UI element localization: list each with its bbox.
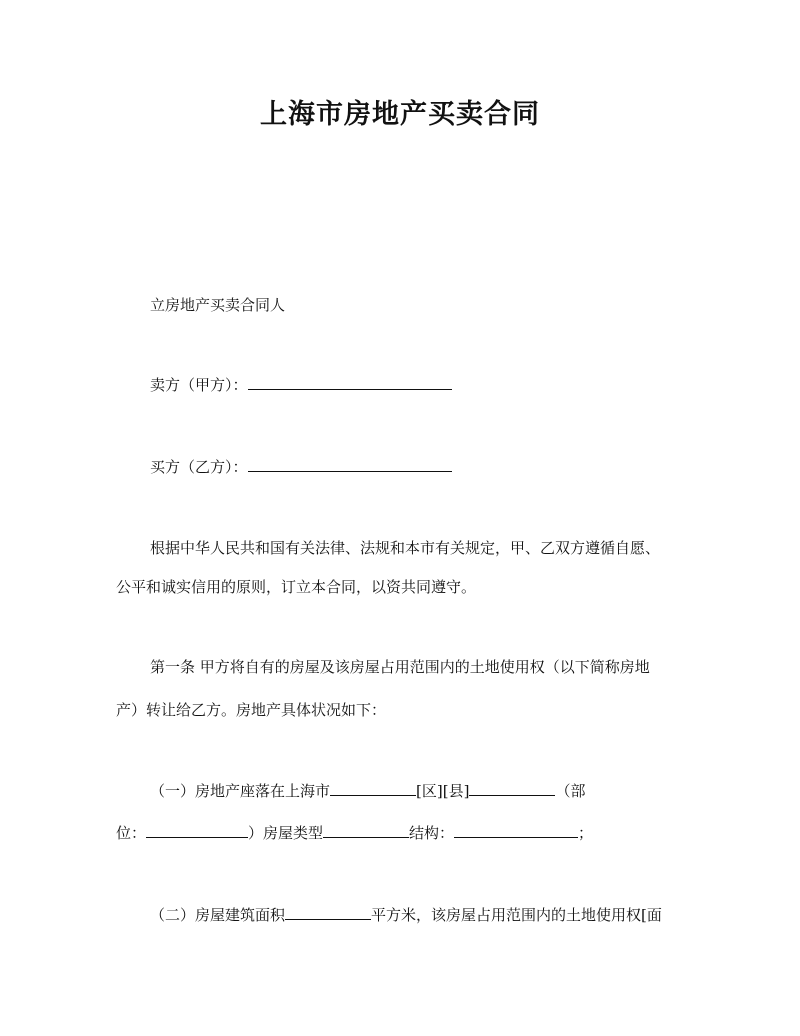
item2-suffix: 平方米，该房屋占用范围内的土地使用权[面 bbox=[371, 906, 662, 924]
house-type-label: ）房屋类型 bbox=[248, 824, 324, 842]
structure-label: 结构： bbox=[409, 824, 455, 842]
item1-end: ； bbox=[578, 824, 594, 842]
article1-line-2: 产）转让给乙方。房地产具体状况如下： bbox=[116, 701, 387, 719]
article1-line-1: 第一条 甲方将自有的房屋及该房屋占用范围内的土地使用权（以下简称房地 bbox=[150, 658, 650, 676]
district-blank[interactable] bbox=[469, 780, 555, 796]
seller-label: 卖方（甲方）： bbox=[150, 376, 248, 394]
structure-blank[interactable] bbox=[454, 822, 578, 838]
buyer-label: 买方（乙方）： bbox=[150, 458, 248, 476]
floor-area-blank[interactable] bbox=[285, 904, 371, 920]
item1-line-2 bbox=[116, 822, 593, 843]
seller-line bbox=[150, 374, 452, 395]
part-open-label: （部 bbox=[555, 782, 586, 800]
preamble-line-1: 根据中华人民共和国有关法律、法规和本市有关规定，甲、乙双方遵循自愿、 bbox=[150, 539, 661, 557]
item1-line-1 bbox=[150, 780, 585, 801]
part-close-label: 位： bbox=[116, 824, 147, 842]
item2-line-1 bbox=[150, 904, 662, 925]
seller-name-blank[interactable] bbox=[248, 374, 452, 390]
city-location-blank[interactable] bbox=[330, 780, 416, 796]
preamble-line-2: 公平和诚实信用的原则，订立本合同，以资共同遵守。 bbox=[116, 578, 477, 596]
house-type-blank[interactable] bbox=[323, 822, 409, 838]
document-title: 上海市房地产买卖合同 bbox=[260, 99, 540, 130]
item1-prefix: （一）房地产座落在上海市 bbox=[150, 782, 331, 800]
buyer-line bbox=[150, 456, 452, 477]
district-county-label: [区][县] bbox=[416, 782, 470, 800]
buyer-name-blank[interactable] bbox=[248, 456, 452, 472]
part-blank[interactable] bbox=[146, 822, 248, 838]
item2-prefix: （二）房屋建筑面积 bbox=[150, 906, 286, 924]
intro-text: 立房地产买卖合同人 bbox=[150, 296, 286, 314]
